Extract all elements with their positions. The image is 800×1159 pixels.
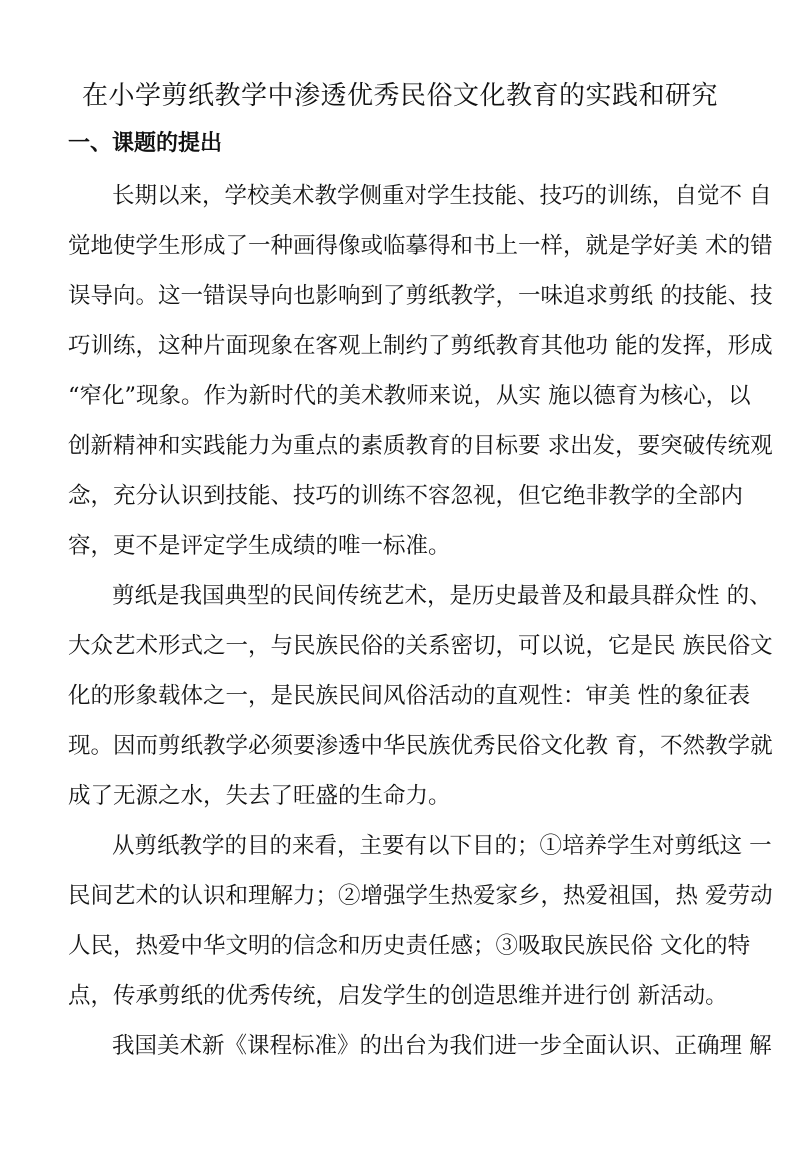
paragraph-4-line-1: 我国美术新《课程标准》的出台为我们进一步全面认识、正确理 解 xyxy=(112,1033,772,1059)
paragraph-2-line-1: 剪纸是我国典型的民间传统艺术，是历史最普及和最具群众性 的、 xyxy=(112,583,772,609)
paragraph-1-line-4: 巧训练，这种片面现象在客观上制约了剪纸教育其他功 能的发挥，形成 xyxy=(68,333,773,359)
paragraph-3-line-1: 从剪纸教学的目的来看，主要有以下目的；①培养学生对剪纸这 一 xyxy=(112,833,772,859)
paragraph-1-line-3: 误导向。这一错误导向也影响到了剪纸教学，一味追求剪纸 的技能、技 xyxy=(68,283,773,309)
paragraph-1-line-7: 念，充分认识到技能、技巧的训练不容忽视，但它绝非教学的全部内 xyxy=(68,483,744,509)
paragraph-1-line-5: “窄化”现象。作为新时代的美术教师来说，从实 施以德育为核心，以 xyxy=(68,383,751,409)
paragraph-1-line-8: 容，更不是评定学生成绩的唯一标准。 xyxy=(68,533,451,559)
paragraph-3-line-3: 人民，热爱中华文明的信念和历史责任感；③吸取民族民俗 文化的特 xyxy=(68,933,751,959)
paragraph-1-line-6: 创新精神和实践能力为重点的素质教育的目标要 求出发，要突破传统观 xyxy=(68,433,773,459)
document-title: 在小学剪纸教学中渗透优秀民俗文化教育的实践和研究 xyxy=(81,81,718,111)
paragraph-2-line-5: 成了无源之水，失去了旺盛的生命力。 xyxy=(68,783,451,809)
paragraph-3-line-4: 点，传承剪纸的优秀传统，启发学生的创造思维并进行创 新活动。 xyxy=(68,983,728,1009)
paragraph-2-line-2: 大众艺术形式之一，与民族民俗的关系密切，可以说，它是民 族民俗文 xyxy=(68,633,773,659)
paragraph-2-line-3: 化的形象载体之一，是民族民间风俗活动的直观性：审美 性的象征表 xyxy=(68,683,751,709)
paragraph-2-line-4: 现。因而剪纸教学必须要渗透中华民族优秀民俗文化教 育，不然教学就 xyxy=(68,733,773,759)
paragraph-3-line-2: 民间艺术的认识和理解力；②增强学生热爱家乡，热爱祖国，热 爱劳动 xyxy=(68,883,773,909)
paragraph-1-line-1: 长期以来，学校美术教学侧重对学生技能、技巧的训练，自觉不 自 xyxy=(112,183,772,209)
paragraph-1-line-2: 觉地使学生形成了一种画得像或临摹得和书上一样，就是学好美 术的错 xyxy=(68,233,773,259)
section-heading: 一、课题的提出 xyxy=(68,131,223,156)
